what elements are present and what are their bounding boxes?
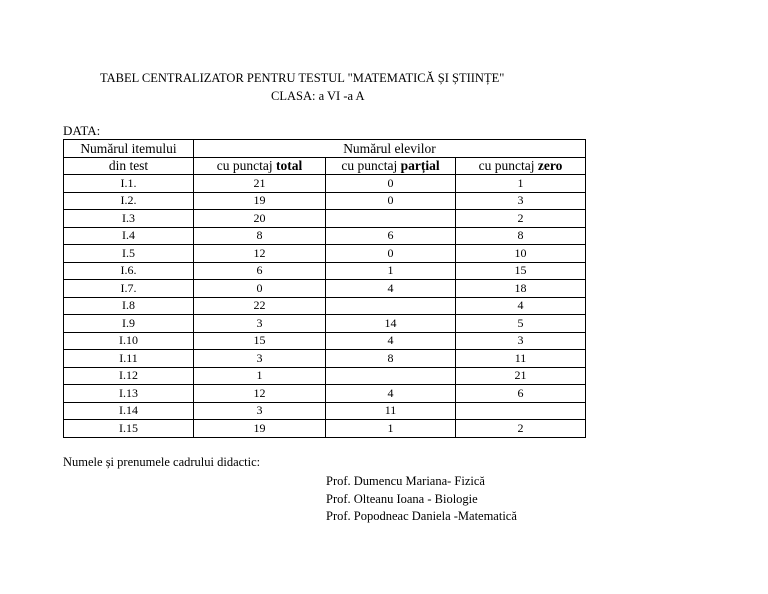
- teacher-name: Prof. Popodneac Daniela -Matematică: [326, 509, 517, 523]
- zero-count-cell: 5: [456, 315, 586, 333]
- table-row: [64, 367, 586, 385]
- table-row: [64, 192, 586, 210]
- results-table: [63, 139, 586, 438]
- header-zero-bold: zero: [537, 158, 563, 174]
- table-header-row-2: [64, 157, 586, 175]
- zero-count-cell: 15: [456, 262, 586, 280]
- partial-count-cell: 4: [326, 332, 456, 350]
- total-count-cell: 12: [194, 385, 326, 403]
- zero-count-cell: 2: [456, 420, 586, 438]
- zero-count-cell: 2: [456, 210, 586, 228]
- total-count-cell: 19: [194, 192, 326, 210]
- partial-count-cell: 0: [326, 192, 456, 210]
- zero-count-cell: 21: [456, 367, 586, 385]
- item-number-cell: I.5: [64, 245, 194, 263]
- zero-count-cell: 6: [456, 385, 586, 403]
- zero-count-cell: 3: [456, 192, 586, 210]
- zero-count-cell: 11: [456, 350, 586, 368]
- table-row: [64, 297, 586, 315]
- header-partial-bold: parțial: [400, 158, 440, 174]
- teacher-name: Prof. Dumencu Mariana- Fizică: [326, 474, 485, 488]
- total-count-cell: 6: [194, 262, 326, 280]
- partial-count-cell: 4: [326, 385, 456, 403]
- item-number-cell: I.6.: [64, 262, 194, 280]
- item-number-cell: I.10: [64, 332, 194, 350]
- item-number-cell: I.14: [64, 402, 194, 420]
- table-row: [64, 175, 586, 193]
- item-number-cell: I.3: [64, 210, 194, 228]
- total-count-cell: 8: [194, 227, 326, 245]
- partial-count-cell: 8: [326, 350, 456, 368]
- partial-count-cell: [326, 367, 456, 385]
- teacher-list: [326, 473, 517, 526]
- header-total-bold: total: [275, 158, 303, 174]
- document-title: TABEL CENTRALIZATOR PENTRU TESTUL "MATEMATICĂ ȘI ȘTIINȚE": [100, 71, 505, 85]
- header-zero: [456, 157, 586, 175]
- class-line: CLASA: a VI -a A: [271, 89, 365, 103]
- table-row: [64, 420, 586, 438]
- header-partial: [326, 157, 456, 175]
- item-header-top: Numărul itemului: [64, 140, 194, 158]
- results-table-body: [64, 140, 586, 438]
- partial-count-cell: 0: [326, 245, 456, 263]
- total-count-cell: 21: [194, 175, 326, 193]
- item-number-cell: I.13: [64, 385, 194, 403]
- partial-count-cell: 6: [326, 227, 456, 245]
- table-row: [64, 315, 586, 333]
- teacher-name: Prof. Olteanu Ioana - Biologie: [326, 491, 478, 506]
- table-row: [64, 227, 586, 245]
- item-number-cell: I.1.: [64, 175, 194, 193]
- table-header-row-1: [64, 140, 586, 158]
- partial-count-cell: 14: [326, 315, 456, 333]
- item-number-cell: I.7.: [64, 280, 194, 298]
- total-count-cell: 0: [194, 280, 326, 298]
- total-count-cell: 15: [194, 332, 326, 350]
- zero-count-cell: 18: [456, 280, 586, 298]
- zero-count-cell: 10: [456, 245, 586, 263]
- table-row: [64, 280, 586, 298]
- item-number-cell: I.2.: [64, 192, 194, 210]
- header-total: [194, 157, 326, 175]
- zero-count-cell: 8: [456, 227, 586, 245]
- total-count-cell: 12: [194, 245, 326, 263]
- partial-count-cell: 1: [326, 262, 456, 280]
- partial-count-cell: 4: [326, 280, 456, 298]
- zero-count-cell: [456, 402, 586, 420]
- partial-count-cell: 11: [326, 402, 456, 420]
- partial-count-cell: 1: [326, 420, 456, 438]
- total-count-cell: 3: [194, 350, 326, 368]
- table-row: [64, 210, 586, 228]
- total-count-cell: 3: [194, 402, 326, 420]
- item-number-cell: I.11: [64, 350, 194, 368]
- total-count-cell: 3: [194, 315, 326, 333]
- zero-count-cell: 3: [456, 332, 586, 350]
- zero-count-cell: 4: [456, 297, 586, 315]
- table-row: [64, 262, 586, 280]
- total-count-cell: 19: [194, 420, 326, 438]
- header-total-prefix: cu punctaj: [216, 158, 276, 174]
- item-number-cell: I.9: [64, 315, 194, 333]
- table-row: [64, 385, 586, 403]
- item-number-cell: I.4: [64, 227, 194, 245]
- header-partial-prefix: cu punctaj: [341, 158, 401, 174]
- date-label: DATA:: [63, 123, 101, 138]
- item-number-cell: I.15: [64, 420, 194, 438]
- item-header-bottom: din test: [64, 157, 194, 175]
- table-row: [64, 245, 586, 263]
- teacher-label: Numele și prenumele cadrului didactic:: [63, 455, 261, 469]
- zero-count-cell: 1: [456, 175, 586, 193]
- total-count-cell: 22: [194, 297, 326, 315]
- item-number-cell: I.8: [64, 297, 194, 315]
- total-count-cell: 1: [194, 367, 326, 385]
- header-zero-prefix: cu punctaj: [478, 158, 538, 174]
- partial-count-cell: 0: [326, 175, 456, 193]
- table-row: [64, 350, 586, 368]
- group-header: Numărul elevilor: [194, 140, 586, 158]
- partial-count-cell: [326, 210, 456, 228]
- table-row: [64, 332, 586, 350]
- table-row: [64, 402, 586, 420]
- item-number-cell: I.12: [64, 367, 194, 385]
- total-count-cell: 20: [194, 210, 326, 228]
- partial-count-cell: [326, 297, 456, 315]
